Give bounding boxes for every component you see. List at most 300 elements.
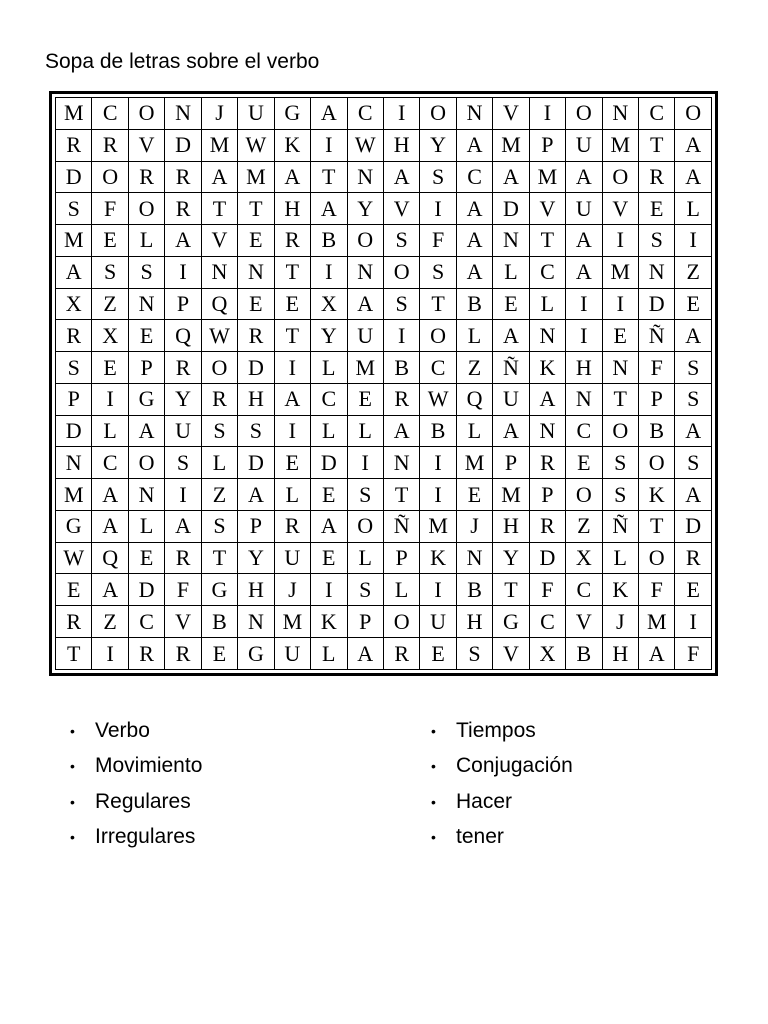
- grid-cell: L: [274, 479, 310, 511]
- grid-cell: O: [128, 447, 164, 479]
- grid-cell: D: [529, 542, 565, 574]
- grid-cell: A: [529, 383, 565, 415]
- grid-cell: Y: [165, 383, 201, 415]
- grid-cell: B: [383, 352, 419, 384]
- grid-cell: E: [201, 638, 237, 670]
- grid-cell: T: [639, 510, 675, 542]
- grid-cell: I: [420, 479, 456, 511]
- grid-cell: I: [274, 415, 310, 447]
- word-label: Verbo: [95, 718, 150, 742]
- grid-cell: S: [201, 415, 237, 447]
- grid-cell: H: [238, 574, 274, 606]
- grid-cell: O: [420, 320, 456, 352]
- grid-cell: E: [128, 542, 164, 574]
- grid-cell: X: [311, 288, 347, 320]
- word-search-grid: [49, 91, 718, 676]
- grid-cell: L: [347, 542, 383, 574]
- grid-cell: U: [566, 193, 602, 225]
- grid-cell: X: [529, 638, 565, 670]
- grid-cell: E: [493, 288, 529, 320]
- grid-cell: O: [383, 606, 419, 638]
- grid-cell: L: [493, 256, 529, 288]
- grid-cell: A: [456, 225, 492, 257]
- grid-cell: R: [92, 129, 128, 161]
- grid-cell: A: [383, 161, 419, 193]
- grid-cell: O: [92, 161, 128, 193]
- word-list-right: [431, 713, 573, 855]
- word-label: Conjugación: [456, 754, 573, 778]
- grid-cell: A: [274, 383, 310, 415]
- grid-cell: P: [165, 288, 201, 320]
- grid-row: [56, 98, 712, 130]
- grid-cell: U: [165, 415, 201, 447]
- grid-cell: F: [92, 193, 128, 225]
- grid-cell: S: [201, 510, 237, 542]
- grid-cell: E: [456, 479, 492, 511]
- grid-cell: S: [602, 479, 638, 511]
- grid-cell: A: [128, 415, 164, 447]
- grid-cell: J: [456, 510, 492, 542]
- grid-cell: X: [92, 320, 128, 352]
- grid-row: [56, 161, 712, 193]
- grid-cell: N: [456, 98, 492, 130]
- grid-cell: C: [566, 415, 602, 447]
- grid-cell: E: [420, 638, 456, 670]
- word-label: Irregulares: [95, 825, 196, 849]
- grid-cell: M: [56, 479, 92, 511]
- grid-cell: L: [128, 225, 164, 257]
- grid-cell: O: [566, 479, 602, 511]
- grid-cell: L: [347, 415, 383, 447]
- grid-cell: D: [311, 447, 347, 479]
- grid-cell: S: [456, 638, 492, 670]
- grid-cell: G: [238, 638, 274, 670]
- grid-cell: T: [420, 288, 456, 320]
- grid-cell: R: [165, 193, 201, 225]
- grid-cell: D: [165, 129, 201, 161]
- grid-cell: T: [238, 193, 274, 225]
- grid-cell: S: [165, 447, 201, 479]
- grid-cell: I: [675, 606, 712, 638]
- grid-cell: R: [165, 542, 201, 574]
- word-list-item: [70, 713, 202, 749]
- grid-cell: R: [274, 510, 310, 542]
- grid-cell: I: [311, 129, 347, 161]
- grid-cell: O: [347, 510, 383, 542]
- grid-cell: N: [238, 256, 274, 288]
- grid-cell: Y: [420, 129, 456, 161]
- grid-cell: A: [456, 256, 492, 288]
- grid-cell: C: [92, 447, 128, 479]
- bullet-icon: •: [431, 793, 436, 810]
- grid-cell: M: [238, 161, 274, 193]
- grid-cell: W: [347, 129, 383, 161]
- grid-cell: Y: [238, 542, 274, 574]
- grid-cell: R: [165, 161, 201, 193]
- grid-cell: M: [347, 352, 383, 384]
- grid-cell: D: [675, 510, 712, 542]
- grid-cell: I: [92, 383, 128, 415]
- grid-cell: B: [420, 415, 456, 447]
- grid-cell: C: [529, 256, 565, 288]
- grid-cell: L: [602, 542, 638, 574]
- grid-cell: T: [201, 193, 237, 225]
- grid-cell: W: [238, 129, 274, 161]
- grid-cell: A: [456, 129, 492, 161]
- grid-cell: P: [128, 352, 164, 384]
- grid-cell: G: [56, 510, 92, 542]
- grid-cell: O: [128, 98, 164, 130]
- grid-cell: I: [420, 447, 456, 479]
- grid-row: [56, 415, 712, 447]
- grid-cell: P: [529, 129, 565, 161]
- grid-row: [56, 320, 712, 352]
- grid-cell: M: [493, 479, 529, 511]
- grid-cell: B: [201, 606, 237, 638]
- grid-cell: I: [383, 320, 419, 352]
- grid-cell: A: [675, 161, 712, 193]
- grid-row: [56, 638, 712, 670]
- grid-row: [56, 129, 712, 161]
- grid-cell: L: [128, 510, 164, 542]
- grid-cell: D: [56, 161, 92, 193]
- bullet-icon: •: [431, 829, 436, 846]
- grid-cell: R: [56, 606, 92, 638]
- grid-cell: L: [456, 320, 492, 352]
- grid-cell: H: [456, 606, 492, 638]
- bullet-icon: •: [431, 758, 436, 775]
- grid-cell: U: [493, 383, 529, 415]
- grid-cell: S: [347, 574, 383, 606]
- word-list-item: [431, 784, 573, 820]
- grid-cell: S: [675, 383, 712, 415]
- grid-cell: R: [383, 383, 419, 415]
- grid-cell: S: [383, 225, 419, 257]
- grid-cell: N: [383, 447, 419, 479]
- grid-cell: V: [529, 193, 565, 225]
- grid-cell: R: [675, 542, 712, 574]
- grid-cell: A: [311, 193, 347, 225]
- word-label: tener: [456, 825, 504, 849]
- grid-cell: B: [456, 574, 492, 606]
- grid-cell: Q: [201, 288, 237, 320]
- grid-cell: I: [529, 98, 565, 130]
- grid-cell: K: [602, 574, 638, 606]
- grid-cell: D: [56, 415, 92, 447]
- grid-row: [56, 542, 712, 574]
- grid-cell: C: [92, 98, 128, 130]
- grid-cell: R: [56, 320, 92, 352]
- grid-cell: S: [128, 256, 164, 288]
- grid-cell: X: [566, 542, 602, 574]
- grid-cell: N: [456, 542, 492, 574]
- grid-cell: K: [639, 479, 675, 511]
- grid-cell: V: [566, 606, 602, 638]
- grid-cell: A: [566, 161, 602, 193]
- word-list-item: [431, 713, 573, 749]
- grid-cell: U: [274, 638, 310, 670]
- grid-cell: N: [238, 606, 274, 638]
- grid-cell: I: [566, 320, 602, 352]
- grid-cell: I: [92, 638, 128, 670]
- grid-cell: V: [165, 606, 201, 638]
- grid-cell: A: [675, 129, 712, 161]
- grid-cell: M: [56, 225, 92, 257]
- word-list-item: [431, 749, 573, 785]
- grid-cell: I: [420, 193, 456, 225]
- grid-cell: O: [347, 225, 383, 257]
- grid-cell: U: [238, 98, 274, 130]
- grid-cell: F: [639, 352, 675, 384]
- grid-cell: A: [493, 320, 529, 352]
- grid-cell: C: [347, 98, 383, 130]
- grid-cell: T: [639, 129, 675, 161]
- bullet-icon: •: [70, 722, 75, 739]
- grid-cell: Q: [456, 383, 492, 415]
- grid-cell: C: [456, 161, 492, 193]
- grid-cell: Z: [92, 288, 128, 320]
- grid-cell: E: [92, 225, 128, 257]
- grid-row: [56, 352, 712, 384]
- grid-cell: J: [274, 574, 310, 606]
- grid-cell: V: [493, 98, 529, 130]
- grid-cell: A: [383, 415, 419, 447]
- grid-cell: Q: [92, 542, 128, 574]
- grid-cell: R: [274, 225, 310, 257]
- grid-cell: L: [529, 288, 565, 320]
- word-list-item: [431, 820, 573, 856]
- grid-cell: L: [92, 415, 128, 447]
- grid-cell: N: [529, 320, 565, 352]
- grid-cell: O: [383, 256, 419, 288]
- grid-cell: S: [92, 256, 128, 288]
- grid-cell: C: [420, 352, 456, 384]
- grid-cell: K: [529, 352, 565, 384]
- grid-cell: S: [675, 447, 712, 479]
- grid-cell: I: [165, 479, 201, 511]
- grid-cell: L: [383, 574, 419, 606]
- grid-cell: D: [238, 447, 274, 479]
- grid-row: [56, 225, 712, 257]
- grid-cell: R: [128, 161, 164, 193]
- grid-cell: V: [383, 193, 419, 225]
- grid-cell: A: [639, 638, 675, 670]
- grid-cell: M: [274, 606, 310, 638]
- grid-row: [56, 256, 712, 288]
- grid-cell: S: [56, 193, 92, 225]
- word-list-item: [70, 784, 202, 820]
- grid-cell: E: [238, 225, 274, 257]
- grid-row: [56, 193, 712, 225]
- grid-cell: K: [311, 606, 347, 638]
- grid-cell: Ñ: [493, 352, 529, 384]
- grid-cell: T: [274, 320, 310, 352]
- grid-cell: I: [383, 98, 419, 130]
- grid-cell: H: [493, 510, 529, 542]
- grid-cell: I: [566, 288, 602, 320]
- grid-cell: A: [92, 510, 128, 542]
- grid-cell: C: [566, 574, 602, 606]
- grid-cell: S: [56, 352, 92, 384]
- grid-cell: N: [566, 383, 602, 415]
- grid-cell: R: [529, 510, 565, 542]
- grid-cell: I: [165, 256, 201, 288]
- grid-cell: F: [675, 638, 712, 670]
- bullet-icon: •: [70, 758, 75, 775]
- grid-cell: E: [56, 574, 92, 606]
- grid-cell: G: [128, 383, 164, 415]
- grid-cell: E: [274, 288, 310, 320]
- grid-cell: A: [493, 415, 529, 447]
- grid-cell: E: [92, 352, 128, 384]
- bullet-icon: •: [431, 722, 436, 739]
- grid-cell: G: [274, 98, 310, 130]
- grid-cell: E: [347, 383, 383, 415]
- grid-cell: H: [602, 638, 638, 670]
- grid-cell: A: [675, 415, 712, 447]
- grid-cell: A: [201, 161, 237, 193]
- grid-cell: E: [639, 193, 675, 225]
- grid-cell: R: [165, 638, 201, 670]
- word-label: Regulares: [95, 789, 191, 813]
- grid-cell: E: [274, 447, 310, 479]
- grid-cell: J: [201, 98, 237, 130]
- grid-cell: F: [639, 574, 675, 606]
- grid-cell: F: [529, 574, 565, 606]
- grid-cell: G: [493, 606, 529, 638]
- grid-cell: U: [347, 320, 383, 352]
- grid-cell: D: [238, 352, 274, 384]
- grid-cell: U: [566, 129, 602, 161]
- word-label: Tiempos: [456, 718, 536, 742]
- grid-cell: O: [602, 415, 638, 447]
- grid-cell: A: [56, 256, 92, 288]
- grid-row: [56, 383, 712, 415]
- grid-cell: T: [602, 383, 638, 415]
- grid-cell: S: [602, 447, 638, 479]
- grid-cell: P: [529, 479, 565, 511]
- grid-cell: R: [529, 447, 565, 479]
- grid-cell: Ñ: [639, 320, 675, 352]
- grid-cell: E: [128, 320, 164, 352]
- grid-cell: L: [311, 415, 347, 447]
- grid-cell: T: [493, 574, 529, 606]
- grid-cell: P: [493, 447, 529, 479]
- grid-cell: R: [128, 638, 164, 670]
- grid-cell: O: [420, 98, 456, 130]
- grid-cell: M: [420, 510, 456, 542]
- grid-cell: G: [201, 574, 237, 606]
- grid-row: [56, 479, 712, 511]
- grid-cell: F: [165, 574, 201, 606]
- grid-cell: I: [347, 447, 383, 479]
- grid-cell: B: [456, 288, 492, 320]
- grid-cell: H: [566, 352, 602, 384]
- grid-cell: N: [128, 288, 164, 320]
- grid-cell: S: [420, 256, 456, 288]
- grid-cell: M: [602, 129, 638, 161]
- grid-cell: H: [274, 193, 310, 225]
- grid-cell: A: [493, 161, 529, 193]
- grid-cell: Y: [493, 542, 529, 574]
- grid-cell: I: [311, 574, 347, 606]
- grid-cell: U: [420, 606, 456, 638]
- grid-cell: K: [420, 542, 456, 574]
- grid-cell: M: [639, 606, 675, 638]
- grid-cell: F: [420, 225, 456, 257]
- grid-row: [56, 574, 712, 606]
- grid-cell: V: [201, 225, 237, 257]
- grid-cell: L: [311, 352, 347, 384]
- bullet-icon: •: [70, 793, 75, 810]
- grid-cell: O: [566, 98, 602, 130]
- grid-cell: O: [639, 542, 675, 574]
- grid-row: [56, 606, 712, 638]
- grid-cell: Z: [456, 352, 492, 384]
- grid-row: [56, 447, 712, 479]
- grid-cell: L: [456, 415, 492, 447]
- grid-cell: M: [201, 129, 237, 161]
- grid-cell: M: [56, 98, 92, 130]
- grid-cell: Q: [165, 320, 201, 352]
- grid-cell: M: [456, 447, 492, 479]
- grid-cell: N: [493, 225, 529, 257]
- grid-cell: A: [165, 510, 201, 542]
- grid-cell: R: [165, 352, 201, 384]
- word-label: Hacer: [456, 789, 513, 813]
- grid-cell: A: [347, 288, 383, 320]
- grid-cell: V: [128, 129, 164, 161]
- grid-cell: S: [420, 161, 456, 193]
- grid-cell: A: [92, 479, 128, 511]
- grid-cell: A: [456, 193, 492, 225]
- grid-cell: N: [165, 98, 201, 130]
- grid-cell: C: [639, 98, 675, 130]
- grid-cell: A: [566, 225, 602, 257]
- grid-cell: O: [675, 98, 712, 130]
- grid-cell: U: [274, 542, 310, 574]
- grid-cell: J: [602, 606, 638, 638]
- grid-cell: M: [602, 256, 638, 288]
- grid-cell: V: [602, 193, 638, 225]
- grid-cell: L: [201, 447, 237, 479]
- grid-cell: L: [675, 193, 712, 225]
- grid-cell: T: [311, 161, 347, 193]
- grid-cell: K: [274, 129, 310, 161]
- grid-cell: T: [529, 225, 565, 257]
- grid-cell: P: [347, 606, 383, 638]
- grid-cell: S: [347, 479, 383, 511]
- grid-cell: E: [675, 288, 712, 320]
- bullet-icon: •: [70, 829, 75, 846]
- grid-cell: E: [311, 479, 347, 511]
- grid-row: [56, 288, 712, 320]
- grid-cell: N: [602, 352, 638, 384]
- grid-cell: I: [602, 225, 638, 257]
- grid-cell: N: [529, 415, 565, 447]
- grid-cell: A: [238, 479, 274, 511]
- grid-cell: E: [311, 542, 347, 574]
- word-list-left: [70, 713, 202, 855]
- grid-cell: R: [238, 320, 274, 352]
- grid-cell: D: [128, 574, 164, 606]
- grid-cell: M: [493, 129, 529, 161]
- grid-cell: Z: [92, 606, 128, 638]
- grid-cell: A: [92, 574, 128, 606]
- grid-cell: P: [238, 510, 274, 542]
- grid-cell: P: [383, 542, 419, 574]
- grid-cell: A: [675, 479, 712, 511]
